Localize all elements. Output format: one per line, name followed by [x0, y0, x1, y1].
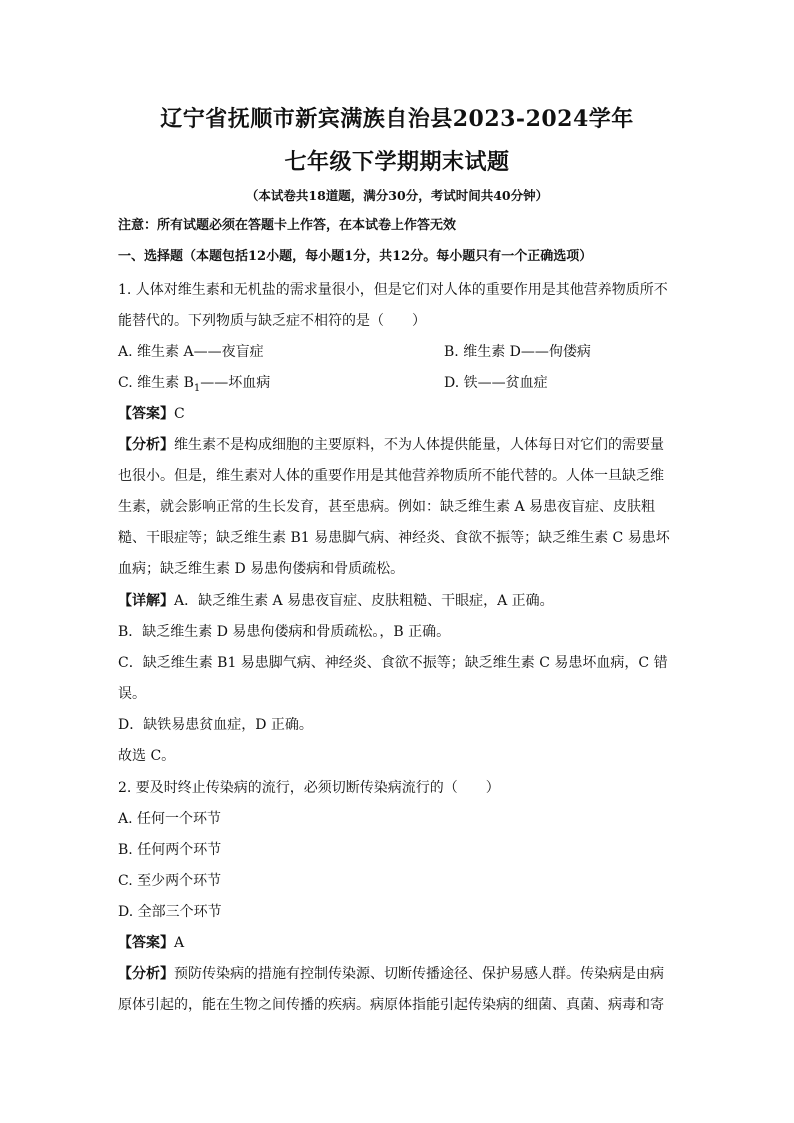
q1-detail-tag: 【详解】 [118, 593, 174, 609]
q1-analysis-text: 维生素不是构成细胞的主要原料，不为人体提供能量，人体每日对它们的需要量 [174, 437, 664, 453]
q2-analysis-tag: 【分析】 [118, 966, 174, 982]
q1-option-d: D. 铁——贫血症 [444, 375, 548, 391]
q1-detail-line: 故选 C。 [118, 748, 176, 764]
q1-analysis-line: 糙、干眼症等；缺乏维生素 B1 易患脚气病、神经炎、食欲不振等；缺乏维生素 C 易患坏 [118, 530, 670, 546]
q1-detail-line: C．缺乏维生素 B1 易患脚气病、神经炎、食欲不振等；缺乏维生素 C 易患坏血病，C 错 [118, 655, 668, 671]
q1-analysis-tag: 【分析】 [118, 437, 174, 453]
q1-detail-line: B．缺乏维生素 D 易患佝偻病和骨质疏松。，B 正确。 [118, 624, 451, 640]
q1-option-c-pre: C. 维生素 B [118, 375, 194, 391]
q1-detail-line [118, 591, 554, 611]
q1-option-a: A. 维生素 A——夜盲症 [118, 344, 264, 360]
q2-answer [118, 933, 184, 953]
q1-answer [118, 404, 185, 424]
q2-answer-tag: 【答案】 [118, 935, 174, 951]
q1-answer-value: C [174, 406, 185, 422]
q2-option-a: A. 任何一个环节 [118, 811, 222, 827]
q1-option-c-post: ——坏血病 [200, 375, 271, 391]
q2-answer-value: A [174, 935, 185, 951]
q1-analysis-line: 生素，就会影响正常的生长发育，甚至患病。例如：缺乏维生素 A 易患夜盲症、皮肤粗 [118, 499, 656, 515]
q1-analysis-line [118, 435, 664, 455]
q1-option-b: B. 维生素 D——佝偻病 [444, 344, 591, 360]
q1-option-c-sub: 1 [193, 382, 201, 394]
q1-analysis-line: 也很小。但是，维生素对人体的重要作用是其他营养物质所不能代替的。人体一旦缺乏维 [118, 468, 664, 484]
q2-stem: 2. 要及时终止传染病的流行，必须切断传染病流行的（ ） [118, 780, 500, 796]
q1-analysis-line: 血病；缺乏维生素 D 易患佝偻病和骨质疏松。 [118, 561, 405, 577]
exam-title-line1: 辽宁省抚顺市新宾满族自治县2023-2024学年 [160, 106, 634, 132]
section1-heading: 一、选择题（本题包括12小题，每小题1分，共12分。每小题只有一个正确选项） [118, 249, 593, 264]
q1-detail-text: A．缺乏维生素 A 易患夜盲症、皮肤粗糙、干眼症，A 正确。 [174, 593, 554, 609]
q1-stem-line2: 能替代的。下列物质与缺乏症不相符的是（ ） [118, 313, 426, 329]
q1-detail-line: 误。 [118, 686, 146, 702]
q2-analysis-line: 原体引起的，能在生物之间传播的疾病。病原体指能引起传染病的细菌、真菌、病毒和寄 [118, 997, 664, 1013]
q2-analysis-line [118, 964, 664, 984]
q1-option-c [118, 373, 270, 399]
q2-option-c: C. 至少两个环节 [118, 873, 222, 889]
q2-analysis-text: 预防传染病的措施有控制传染源、切断传播途径、保护易感人群。传染病是由病 [174, 966, 664, 982]
q1-stem-line1: 1. 人体对维生素和无机盐的需求量很小，但是它们对人体的重要作用是其他营养物质所不 [118, 282, 668, 298]
q1-answer-tag: 【答案】 [118, 406, 174, 422]
exam-title-line2: 七年级下学期期末试题 [284, 149, 510, 175]
q2-option-b: B. 任何两个环节 [118, 842, 222, 858]
exam-subtitle: （本试卷共18道题，满分30分，考试时间共40分钟） [245, 188, 549, 203]
notice: 注意：所有试题必须在答题卡上作答，在本试卷上作答无效 [118, 218, 457, 233]
q2-option-d: D. 全部三个环节 [118, 904, 222, 920]
q1-detail-line: D．缺铁易患贫血症，D 正确。 [118, 717, 313, 733]
